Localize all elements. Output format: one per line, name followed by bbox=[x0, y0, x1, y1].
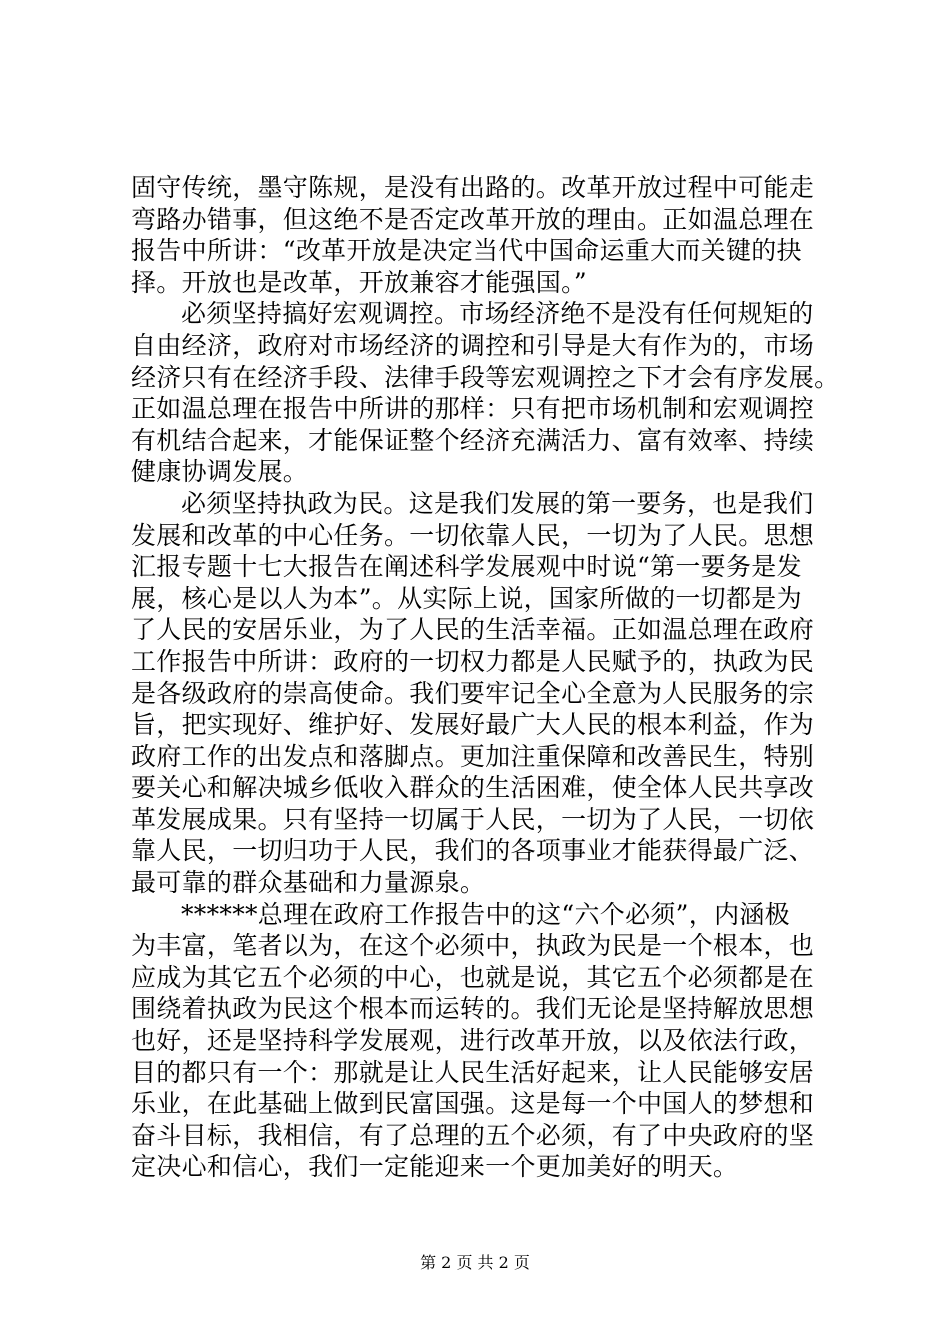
text-line: 汇报专题十七大报告在阐述科学发展观中时说“第一要务是发 bbox=[131, 552, 802, 582]
paragraph-start-line: 必须坚持执政为民。这是我们发展的第一要务，也是我们 bbox=[181, 488, 814, 518]
text-line: 是各级政府的崇高使命。我们要牢记全心全意为人民服务的宗 bbox=[131, 678, 815, 708]
text-line: 正如温总理在报告中所讲的那样：只有把市场机制和宏观调控 bbox=[131, 394, 815, 424]
text-line: 奋斗目标，我相信，有了总理的五个必须，有了中央政府的坚 bbox=[131, 1120, 815, 1150]
text-line: 革发展成果。只有坚持一切属于人民，一切为了人民，一切依 bbox=[131, 804, 815, 834]
text-line: 目的都只有一个：那就是让人民生活好起来，让人民能够安居 bbox=[131, 1057, 815, 1087]
text-line: 报告中所讲：“改革开放是决定当代中国命运重大而关键的抉 bbox=[131, 236, 802, 266]
text-line: 乐业，在此基础上做到民富国强。这是每一个中国人的梦想和 bbox=[131, 1089, 815, 1119]
text-line: 为丰富，笔者以为，在这个必须中，执政为民是一个根本，也 bbox=[131, 931, 815, 961]
text-line: 工作报告中所讲：政府的一切权力都是人民赋予的，执政为民 bbox=[131, 646, 815, 676]
text-line: 政府工作的出发点和落脚点。更加注重保障和改善民生，特别 bbox=[131, 741, 815, 771]
text-line: 旨，把实现好、维护好、发展好最广大人民的根本利益，作为 bbox=[131, 710, 815, 740]
text-line: 定决心和信心，我们一定能迎来一个更加美好的明天。 bbox=[131, 1152, 739, 1182]
text-line: 弯路办错事，但这绝不是否定改革开放的理由。正如温总理在 bbox=[131, 204, 815, 234]
text-line: 自由经济，政府对市场经济的调控和引导是大有作为的，市场 bbox=[131, 330, 815, 360]
text-line: 固守传统，墨守陈规，是没有出路的。改革开放过程中可能走 bbox=[131, 173, 815, 202]
paragraph-start-line: 必须坚持搞好宏观调控。市场经济绝不是没有任何规矩的 bbox=[181, 299, 814, 329]
paragraph-start-line: ******总理在政府工作报告中的这“六个必须”，内涵极 bbox=[181, 899, 790, 929]
text-line: 健康协调发展。 bbox=[131, 457, 309, 487]
text-line: 发展和改革的中心任务。一切依靠人民，一切为了人民。思想 bbox=[131, 520, 815, 550]
text-line: 最可靠的群众基础和力量源泉。 bbox=[131, 868, 486, 898]
text-line: 靠人民，一切归功于人民，我们的各项事业才能获得最广泛、 bbox=[131, 836, 815, 866]
text-line: 要关心和解决城乡低收入群众的生活困难，使全体人民共享改 bbox=[131, 773, 815, 803]
text-line: 经济只有在经济手段、法律手段等宏观调控之下才会有序发展。 bbox=[131, 362, 840, 392]
text-line: 有机结合起来，才能保证整个经济充满活力、富有效率、持续 bbox=[131, 425, 815, 455]
page-number-footer: 第 2 页 共 2 页 bbox=[420, 1253, 530, 1272]
text-line: 择。开放也是改革，开放兼容才能强国。” bbox=[131, 267, 587, 297]
text-line: 也好，还是坚持科学发展观，进行改革开放，以及依法行政， bbox=[131, 1026, 815, 1056]
body-text bbox=[131, 172, 840, 1183]
text-line: 围绕着执政为民这个根本而运转的。我们无论是坚持解放思想 bbox=[131, 994, 815, 1024]
text-line: 展，核心是以人为本”。从实际上说，国家所做的一切都是为 bbox=[131, 583, 802, 613]
text-line: 了人民的安居乐业，为了人民的生活幸福。正如温总理在政府 bbox=[131, 615, 815, 645]
text-line: 应成为其它五个必须的中心，也就是说，其它五个必须都是在 bbox=[131, 962, 815, 992]
